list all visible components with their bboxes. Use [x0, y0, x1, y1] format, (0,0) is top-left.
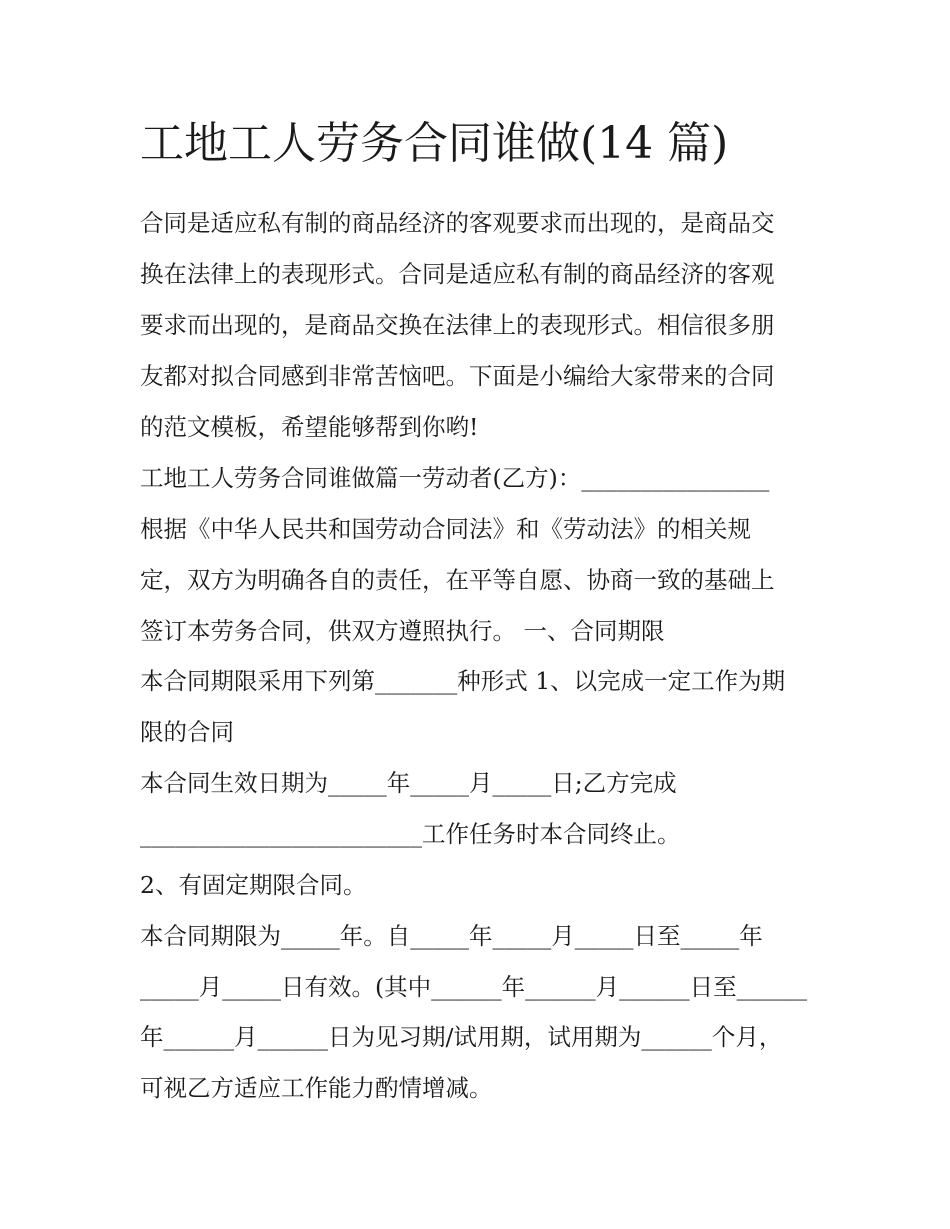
paragraph-line: 本合同期限为_____年。自_____年_____月_____日至_____年 [140, 922, 763, 950]
paragraph-line: ________________________工作任务时本合同终止。 [140, 820, 681, 848]
paragraph-line: 的范文模板，希望能够帮到你哟! [140, 413, 479, 441]
paragraph-line: 本合同期限采用下列第_______种形式 1、以完成一定工作为期 [140, 667, 786, 695]
paragraph-line: 2、有固定期限合同。 [140, 871, 367, 899]
paragraph-line: 要求而出现的，是商品交换在法律上的表现形式。相信很多朋 [140, 311, 775, 339]
paragraph-line: 合同是适应私有制的商品经济的客观要求而出现的，是商品交 [140, 209, 775, 237]
document-title: 工地工人劳务合同谁做(14 篇) [140, 118, 729, 169]
paragraph-line: 可视乙方适应工作能力酌情增减。 [140, 1074, 493, 1102]
paragraph-line: 限的合同 [140, 718, 234, 746]
paragraph-line: 友都对拟合同感到非常苦恼吧。下面是小编给大家带来的合同 [140, 362, 775, 390]
paragraph-line: 换在法律上的表现形式。合同是适应私有制的商品经济的客观 [140, 260, 775, 288]
paragraph-line: 定，双方为明确各自的责任，在平等自愿、协商一致的基础上 [140, 566, 775, 594]
paragraph-line: 签订本劳务合同，供双方遵照执行。 一、合同期限 [140, 617, 665, 645]
paragraph-line: _____月_____日有效。(其中______年______月______日至______ [140, 973, 808, 1001]
paragraph-line: 工地工人劳务合同谁做篇一劳动者(乙方)：________________ [140, 464, 770, 492]
paragraph-line: 根据《中华人民共和国劳动合同法》和《劳动法》的相关规 [140, 515, 751, 543]
paragraph-line: 本合同生效日期为_____年_____月_____日;乙方完成 [140, 769, 677, 797]
paragraph-line: 年______月______日为见习期/试用期，试用期为______个月， [140, 1023, 783, 1051]
